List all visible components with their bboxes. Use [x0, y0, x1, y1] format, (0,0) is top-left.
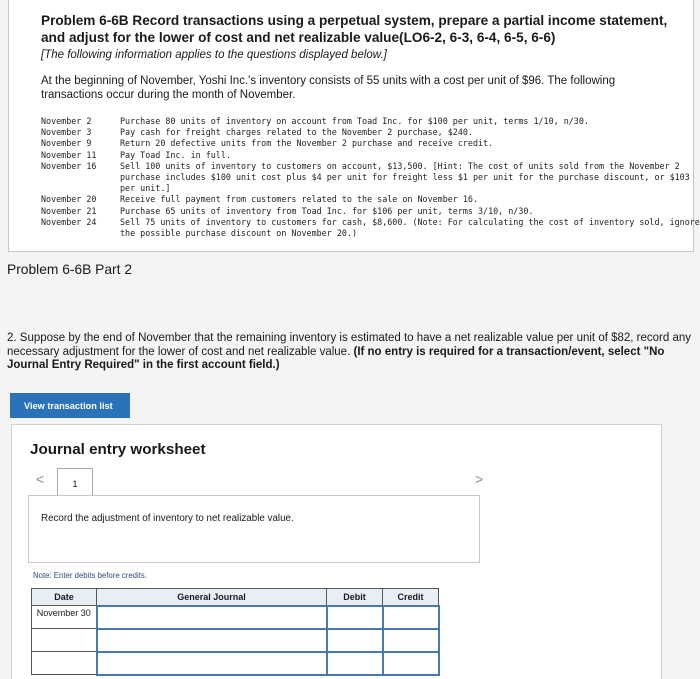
table-header-row: [32, 589, 439, 606]
problem-intro: At the beginning of November, Yoshi Inc.'s inventory consists of 55 units with a cost per unit of $96. The following transactions occur during the month of November.: [41, 75, 616, 101]
transaction-row: [41, 194, 700, 205]
transaction-date: November 24: [41, 216, 97, 227]
transaction-row: [41, 127, 700, 138]
transaction-row: [41, 206, 700, 217]
transaction-list: [41, 116, 700, 239]
column-date: Date: [32, 589, 97, 606]
column-general-journal: General Journal: [97, 589, 327, 606]
transaction-date: November 20: [41, 194, 97, 205]
column-credit: Credit: [383, 589, 439, 606]
transaction-text: Sell 75 units of inventory to customers for cash, $8,600. (Note: For calculating the cost of inventory sold, ignore the possible purchase discount on November 20.): [120, 216, 700, 239]
credit-field[interactable]: [383, 606, 439, 629]
transaction-text: Purchase 65 units of inventory from Toad Inc. for $106 per unit, terms 3/10, n/30.: [120, 205, 534, 216]
column-debit: Debit: [327, 589, 383, 606]
question-body: 2. Suppose by the end of November that the remaining inventory is estimated to have a net realizable value per unit of $82, record any necessary adjustment for the lower of cost and net realizable value.: [7, 332, 692, 358]
problem-title: Problem 6-6B Record transactions using a perpetual system, prepare a partial income statement, and adjust for the lower of cost and net realizable value(LO6-2, 6-3, 6-4, 6-5, 6-6): [41, 13, 668, 45]
table-row: [32, 629, 439, 652]
account-field[interactable]: [97, 606, 327, 629]
chevron-right-icon[interactable]: >: [475, 471, 484, 487]
transaction-text: Return 20 defective units from the November 2 purchase and receive credit.: [120, 138, 494, 149]
transaction-row: [41, 217, 700, 239]
account-field[interactable]: [97, 629, 327, 652]
transaction-text: Pay Toad Inc. in full.: [120, 149, 231, 160]
debit-field[interactable]: [327, 629, 383, 652]
debits-credits-note: Note: Enter debits before credits.: [33, 571, 147, 580]
table-row: [32, 606, 439, 629]
transaction-date: November 3: [41, 127, 92, 138]
worksheet-instruction: Record the adjustment of inventory to net realizable value.: [41, 513, 294, 524]
worksheet-title: Journal entry worksheet: [30, 441, 206, 458]
transaction-text: Pay cash for freight charges related to the November 2 purchase, $240.: [120, 127, 473, 138]
transaction-text: Purchase 80 units of inventory on account from Toad Inc. for $100 per unit, terms 1/10, n/30.: [120, 116, 589, 126]
credit-field[interactable]: [383, 629, 439, 652]
transaction-date: November 11: [41, 149, 97, 160]
transaction-text: Sell 100 units of inventory to customers on account, $13,500. [Hint: The cost of units sold from the November 2 purchase includes $100 unit cost plus $4 per unit for freight less $1 per unit for the purchase discount, or $103 per unit.]: [120, 160, 695, 194]
debit-field[interactable]: [327, 652, 383, 675]
transaction-row: [41, 116, 700, 127]
transaction-date: November 21: [41, 205, 97, 216]
transaction-row: [41, 161, 700, 195]
view-transaction-list-button[interactable]: View transaction list: [10, 393, 130, 418]
table-row: [32, 652, 439, 675]
transaction-row: [41, 150, 700, 161]
chevron-left-icon[interactable]: <: [36, 471, 45, 487]
debit-field[interactable]: [327, 606, 383, 629]
question-instruction: (If no entry is required for a transaction/event, select "No Journal Entry Required" in the first account field.): [7, 345, 665, 371]
journal-table: [31, 588, 440, 676]
account-field[interactable]: [97, 652, 327, 675]
question-text: [7, 332, 697, 373]
worksheet-tab-panel: [28, 495, 480, 563]
part-title: Problem 6-6B Part 2: [7, 262, 132, 277]
transaction-row: [41, 138, 700, 149]
transaction-date: November 9: [41, 138, 92, 149]
date-cell: [32, 652, 97, 675]
problem-panel: [8, 0, 700, 252]
transaction-date: November 16: [41, 160, 97, 171]
date-cell: November 30: [32, 606, 97, 629]
worksheet-tab-1[interactable]: 1: [57, 468, 93, 496]
date-cell: [32, 629, 97, 652]
credit-field[interactable]: [383, 652, 439, 675]
transaction-date: November 2: [41, 116, 92, 126]
journal-entry-worksheet: [11, 424, 662, 679]
applies-note: [The following information applies to the questions displayed below.]: [41, 49, 387, 61]
transaction-text: Receive full payment from customers related to the sale on November 16.: [120, 194, 478, 205]
